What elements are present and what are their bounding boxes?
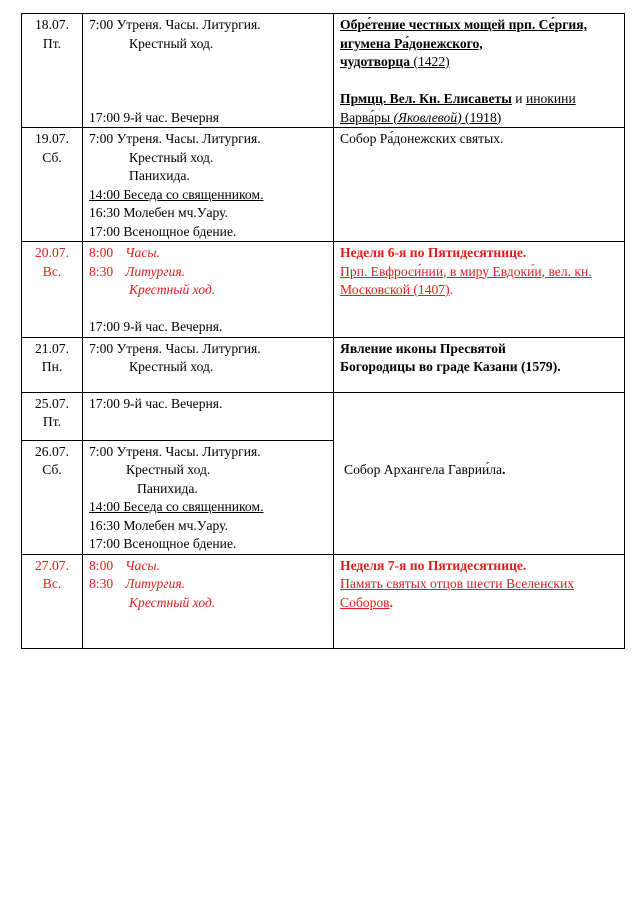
weekday: Сб. [42,462,62,477]
services-cell [83,14,334,128]
service-line: 7:00 Утреня. Часы. Литургия. [89,443,261,459]
date-cell [22,14,83,128]
date: 19.07. [35,131,69,146]
service-line: Крестный ход. [129,35,214,51]
service-line: 17:00 9-й час. Вечерня. [89,395,223,411]
services-cell [83,242,334,338]
service-line: Панихида. [129,168,190,183]
weekday: Сб. [42,149,62,165]
service-line: 16:30 Молебен мч.Уару. [89,205,228,220]
feast-cell [334,14,625,128]
feast-secondary: Прмцц. Вел. Кн. Елисаветы и инокини Варва́ры (Яковлевой) (1918) [340,91,576,125]
feast-title: Неделя 7-я по Пятидесятнице. [340,557,527,573]
feast-title: Неделя 6-я по Пятидесятнице. [340,245,527,260]
feast-title: Собор Ра́донежских святых. [340,131,504,146]
table-row [22,128,625,242]
service-line: 8:00 Часы. [89,245,160,260]
service-line: 8:00 Часы. [89,557,160,573]
table-row [22,337,625,392]
weekday: Вс. [42,576,62,591]
services-cell [83,392,334,440]
feast-cell [334,128,625,242]
service-line: 17:00 9-й час. Вечерня [89,109,220,125]
weekday: Пн. [41,359,63,374]
date: 26.07. [35,443,69,459]
table-row [22,554,625,648]
date: 27.07. [35,557,69,573]
service-line: 7:00 Утреня. Часы. Литургия. [89,131,261,146]
service-line: Крестный ход. [129,594,216,610]
date: 20.07. [35,245,69,260]
feast-title: Обре́тение честных мощей прп. Се́ргия, игумена Ра́донежского, [340,17,587,51]
weekday: Пт. [42,35,62,51]
service-line: 17:00 Всенощное бдение. [89,223,237,239]
date: 25.07. [35,395,69,411]
service-line: 16:30 Молебен мч.Уару. [89,517,228,533]
date-cell [22,242,83,338]
services-cell [83,128,334,242]
table-row [22,392,625,440]
feast-title-cont: чудотворца (1422) [340,54,450,69]
services-cell [83,337,334,392]
service-line: 7:00 Утреня. Часы. Литургия. [89,17,261,32]
service-line: Крестный ход. [129,149,214,165]
weekday: Вс. [42,263,62,279]
feast-title: Явление иконы Пресвятой [340,340,506,356]
feast-cell [334,242,625,338]
services-cell [83,440,334,554]
service-line: 8:30 Литургия. [89,576,186,591]
feast-cell [334,554,625,648]
service-line: Крестный ход. [129,282,216,297]
service-line: 14:00 Беседа со священником. [89,186,264,202]
date-cell [22,392,83,440]
service-line: Крестный ход. [126,462,211,477]
weekday: Пт. [42,414,62,429]
feast-title-cont: Богородицы во граде Казани (1579). [340,359,561,374]
service-line: 7:00 Утреня. Часы. Литургия. [89,340,261,356]
table-row [22,242,625,338]
feast-title: Собор Архангела Гаврии́ла. [344,461,506,477]
service-line: 17:00 Всенощное бдение. [89,536,237,551]
service-line: 17:00 9-й час. Вечерня. [89,319,223,334]
service-line: Панихида. [137,480,198,496]
date: 21.07. [35,340,69,356]
feast-secondary: Память святых отцов шести Вселенских Соборов. [340,576,575,610]
services-cell [83,554,334,648]
date: 18.07. [35,17,69,32]
date-cell [22,554,83,648]
feast-cell [334,337,625,392]
date-cell [22,440,83,554]
table-row [22,14,625,128]
schedule-table [21,13,625,649]
feast-secondary: Прп. Евфроси́нии, в миру Евдоки́и, вел. кн. Московской (1407). [340,263,592,297]
service-line: 14:00 Беседа со священником. [89,499,264,514]
service-line: Крестный ход. [129,359,214,374]
date-cell [22,337,83,392]
date-cell [22,128,83,242]
service-line: 8:30 Литургия. [89,263,186,279]
feast-cell [334,392,625,554]
